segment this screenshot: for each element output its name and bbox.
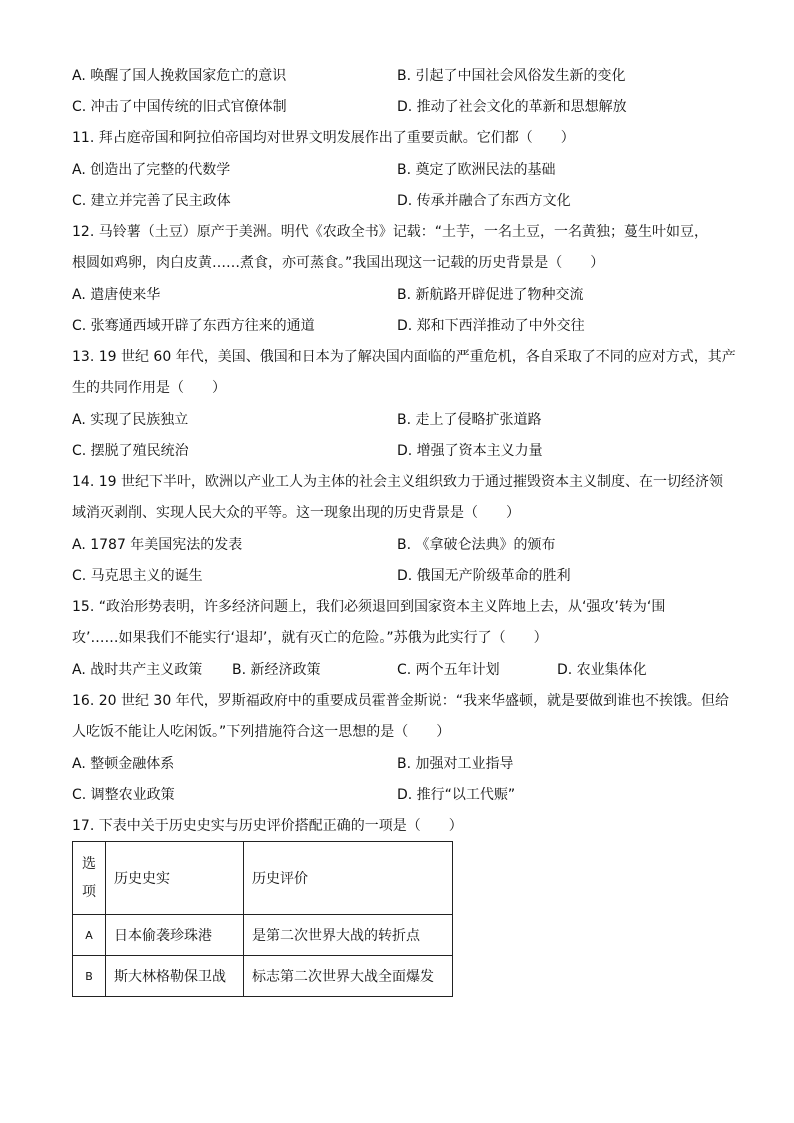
row-b-option: B <box>73 956 106 997</box>
q12-stem-line1: 12. 马铃薯（土豆）原产于美洲。明代《农政全书》记载：“土芋，一名土豆，一名黄独；蔓生叶如豆， <box>72 224 708 240</box>
q14-option-a: A. 1787 年美国宪法的发表 <box>72 537 243 553</box>
q15-option-d: D. 农业集体化 <box>557 662 647 678</box>
q13-option-c: C. 摆脱了殖民统治 <box>72 443 189 459</box>
q13-option-d: D. 增强了资本主义力量 <box>397 443 543 459</box>
header-cell-fact: 历史史实 <box>106 842 244 915</box>
q12-option-b: B. 新航路开辟促进了物种交流 <box>397 287 584 303</box>
q16-option-c: C. 调整农业政策 <box>72 787 175 803</box>
row-a-fact: 日本偷袭珍珠港 <box>106 915 244 956</box>
table-row <box>73 956 453 997</box>
q16-stem-line2: 人吃饭不能让人吃闲饭。”下列措施符合这一思想的是（ ） <box>72 724 451 740</box>
q16-option-a: A. 整顿金融体系 <box>72 756 175 772</box>
q11-option-d: D. 传承并融合了东西方文化 <box>397 193 571 209</box>
q15-stem-line2: 攻’……如果我们不能实行‘退却’，就有灭亡的危险。”苏俄为此实行了（ ） <box>72 630 548 646</box>
q11-option-b: B. 奠定了欧洲民法的基础 <box>397 162 556 178</box>
row-b-fact: 斯大林格勒保卫战 <box>106 956 244 997</box>
q14-option-d: D. 俄国无产阶级革命的胜利 <box>397 568 571 584</box>
row-b-evaluation: 标志第二次世界大战全面爆发 <box>244 956 453 997</box>
header-cell-evaluation: 历史评价 <box>244 842 453 915</box>
q10-option-b: B. 引起了中国社会风俗发生新的变化 <box>397 68 626 84</box>
q13-stem-line1: 13. 19 世纪 60 年代，美国、俄国和日本为了解决国内面临的严重危机，各自采取了不同的应对方式，其产 <box>72 349 736 365</box>
q14-option-c: C. 马克思主义的诞生 <box>72 568 203 584</box>
header-cell-option <box>73 842 106 915</box>
table-header-row <box>73 842 453 915</box>
q10-option-d: D. 推动了社会文化的革新和思想解放 <box>397 99 627 115</box>
q14-option-b: B. 《拿破仑法典》的颁布 <box>397 537 556 553</box>
table-row <box>73 915 453 956</box>
q16-option-d: D. 推行“以工代赈” <box>397 787 516 803</box>
row-a-option: A <box>73 915 106 956</box>
q12-stem-line2: 根圆如鸡卵，肉白皮黄……煮食，亦可蒸食。”我国出现这一记载的历史背景是（ ） <box>72 255 605 271</box>
q15-option-b: B. 新经济政策 <box>232 662 321 678</box>
q14-stem-line2: 域消灭剥削、实现人民大众的平等。这一现象出现的历史背景是（ ） <box>72 505 520 521</box>
history-table <box>72 841 453 997</box>
header-option-line1: 选 <box>82 856 96 872</box>
row-a-evaluation: 是第二次世界大战的转折点 <box>244 915 453 956</box>
q14-stem-line1: 14. 19 世纪下半叶，欧洲以产业工人为主体的社会主义组织致力于通过摧毁资本主义制度、在一切经济领 <box>72 474 723 490</box>
q11-option-c: C. 建立并完善了民主政体 <box>72 193 231 209</box>
q15-option-a: A. 战时共产主义政策 <box>72 662 203 678</box>
q10-option-a: A. 唤醒了国人挽救国家危亡的意识 <box>72 68 287 84</box>
q15-stem-line1: 15. “政治形势表明，许多经济问题上，我们必须退回到国家资本主义阵地上去，从‘强攻’转为‘围 <box>72 599 666 615</box>
q11-option-a: A. 创造出了完整的代数学 <box>72 162 231 178</box>
q17-stem: 17. 下表中关于历史史实与历史评价搭配正确的一项是（ ） <box>72 818 463 834</box>
q11-stem: 11. 拜占庭帝国和阿拉伯帝国均对世界文明发展作出了重要贡献。它们都（ ） <box>72 130 575 146</box>
q16-stem-line1: 16. 20 世纪 30 年代，罗斯福政府中的重要成员霍普金斯说：“我来华盛顿，就是要做到谁也不挨饿。但给 <box>72 693 729 709</box>
q15-option-c: C. 两个五年计划 <box>397 662 500 678</box>
header-option-line2: 项 <box>82 884 96 900</box>
q13-option-b: B. 走上了侵略扩张道路 <box>397 412 542 428</box>
q16-option-b: B. 加强对工业指导 <box>397 756 514 772</box>
q12-option-d: D. 郑和下西洋推动了中外交往 <box>397 318 585 334</box>
q12-option-a: A. 遣唐使来华 <box>72 287 161 303</box>
q13-option-a: A. 实现了民族独立 <box>72 412 189 428</box>
q13-stem-line2: 生的共同作用是（ ） <box>72 380 226 396</box>
q12-option-c: C. 张骞通西域开辟了东西方往来的通道 <box>72 318 315 334</box>
q10-option-c: C. 冲击了中国传统的旧式官僚体制 <box>72 99 287 115</box>
